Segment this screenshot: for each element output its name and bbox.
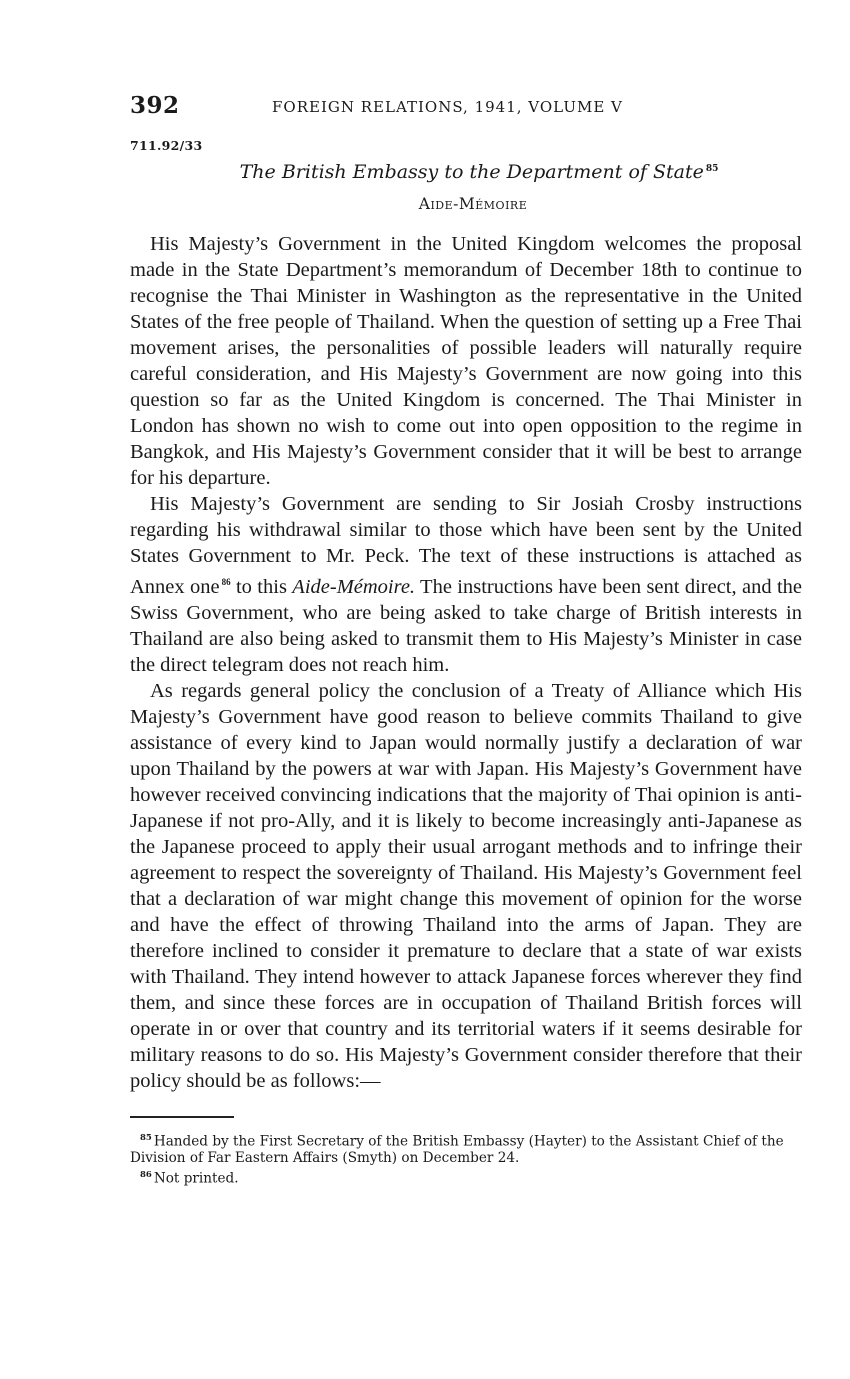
footnote-text: Handed by the First Secretary of the British Embassy (Hayter) to the Assistant Chief of the Division of Far Eastern Affairs (Smyth) on December 24.: [130, 1133, 784, 1167]
paragraph-2: [130, 491, 802, 678]
footnote-mark: 85: [140, 1132, 152, 1143]
file-number: 711.92/33: [130, 138, 203, 153]
footnote-ref-86: 86: [221, 577, 231, 587]
paragraph-2-end: The instructions have been sent direct, and the Swiss Government, who are being asked to take charge of British interests in Thailand are also being asked to transmit them to His Majesty’s Minister in case the direct telegram does not reach him.: [130, 575, 802, 676]
footnotes: [130, 1130, 802, 1188]
heading-text: The British Embassy to the Department of State: [239, 161, 704, 183]
footnote-divider: [130, 1116, 234, 1118]
paragraph-2-text: His Majesty’s Government are sending to Sir Josiah Crosby instructions regarding his withdrawal similar to those which have been sent by the United States Government to Mr. Peck. The text of these instructions is attached as Annex one: [130, 493, 802, 598]
paragraph-1: His Majesty’s Government in the United Kingdom welcomes the proposal made in the State Department’s memorandum of December 18th to continue to recognise the Thai Minister in Washington as the representative in the United States of the free people of Thailand. When the question of setting up a Free Thai movement arises, the personalities of possible leaders will naturally require careful consideration, and His Majesty’s Government are now going into this question so far as the United Kingdom is concerned. The Thai Minister in London has shown no wish to come out into open opposition to the regime in Bangkok, and His Majesty’s Government consider that it will be best to arrange for his departure.: [130, 233, 802, 489]
footnote-text: Not printed.: [153, 1170, 239, 1187]
document-page: [130, 92, 802, 1188]
paragraph-3: As regards general policy the conclusion of a Treaty of Alliance which His Majesty’s Government have good reason to believe commits Thailand to give assistance of every kind to Japan would normally justify a declaration of war upon Thailand by the powers at war with Japan. His Majesty’s Government have however received convincing indications that the majority of Thai opinion is anti-Japanese if not pro-Ally, and it is likely to become increasingly anti-Japanese as the Japanese proceed to apply their usual arrogant methods and to infringe their agreement to respect the sovereignty of Thailand. His Majesty’s Government feel that a declaration of war might change this movement of opinion for the worse and have the effect of throwing Thailand into the arms of Japan. They are therefore inclined to consider it premature to declare that a state of war exists with Thailand. They intend however to attack Japanese forces wherever they find them, and since these forces are in occupation of Thailand British forces will operate in or over that country and its territorial waters if it seems desirable for military reasons to do so. His Majesty’s Government consider therefore that their policy should be as follows:—: [130, 679, 802, 1092]
paragraph-2-middle: to this: [230, 575, 293, 598]
document-type: Aide-Mémoire: [418, 195, 528, 213]
footnote-ref-85: 85: [705, 163, 719, 174]
page-number: 392: [130, 92, 180, 119]
footnote-86: [130, 1167, 802, 1188]
running-head: [130, 92, 802, 126]
running-title: FOREIGN RELATIONS, 1941, VOLUME V: [272, 98, 623, 116]
document-heading: [130, 161, 802, 183]
footnote-85: [130, 1130, 802, 1168]
body-text: [130, 231, 802, 1094]
footnote-mark: 86: [140, 1170, 152, 1181]
paragraph-2-italic: Aide-Mémoire.: [292, 575, 416, 598]
